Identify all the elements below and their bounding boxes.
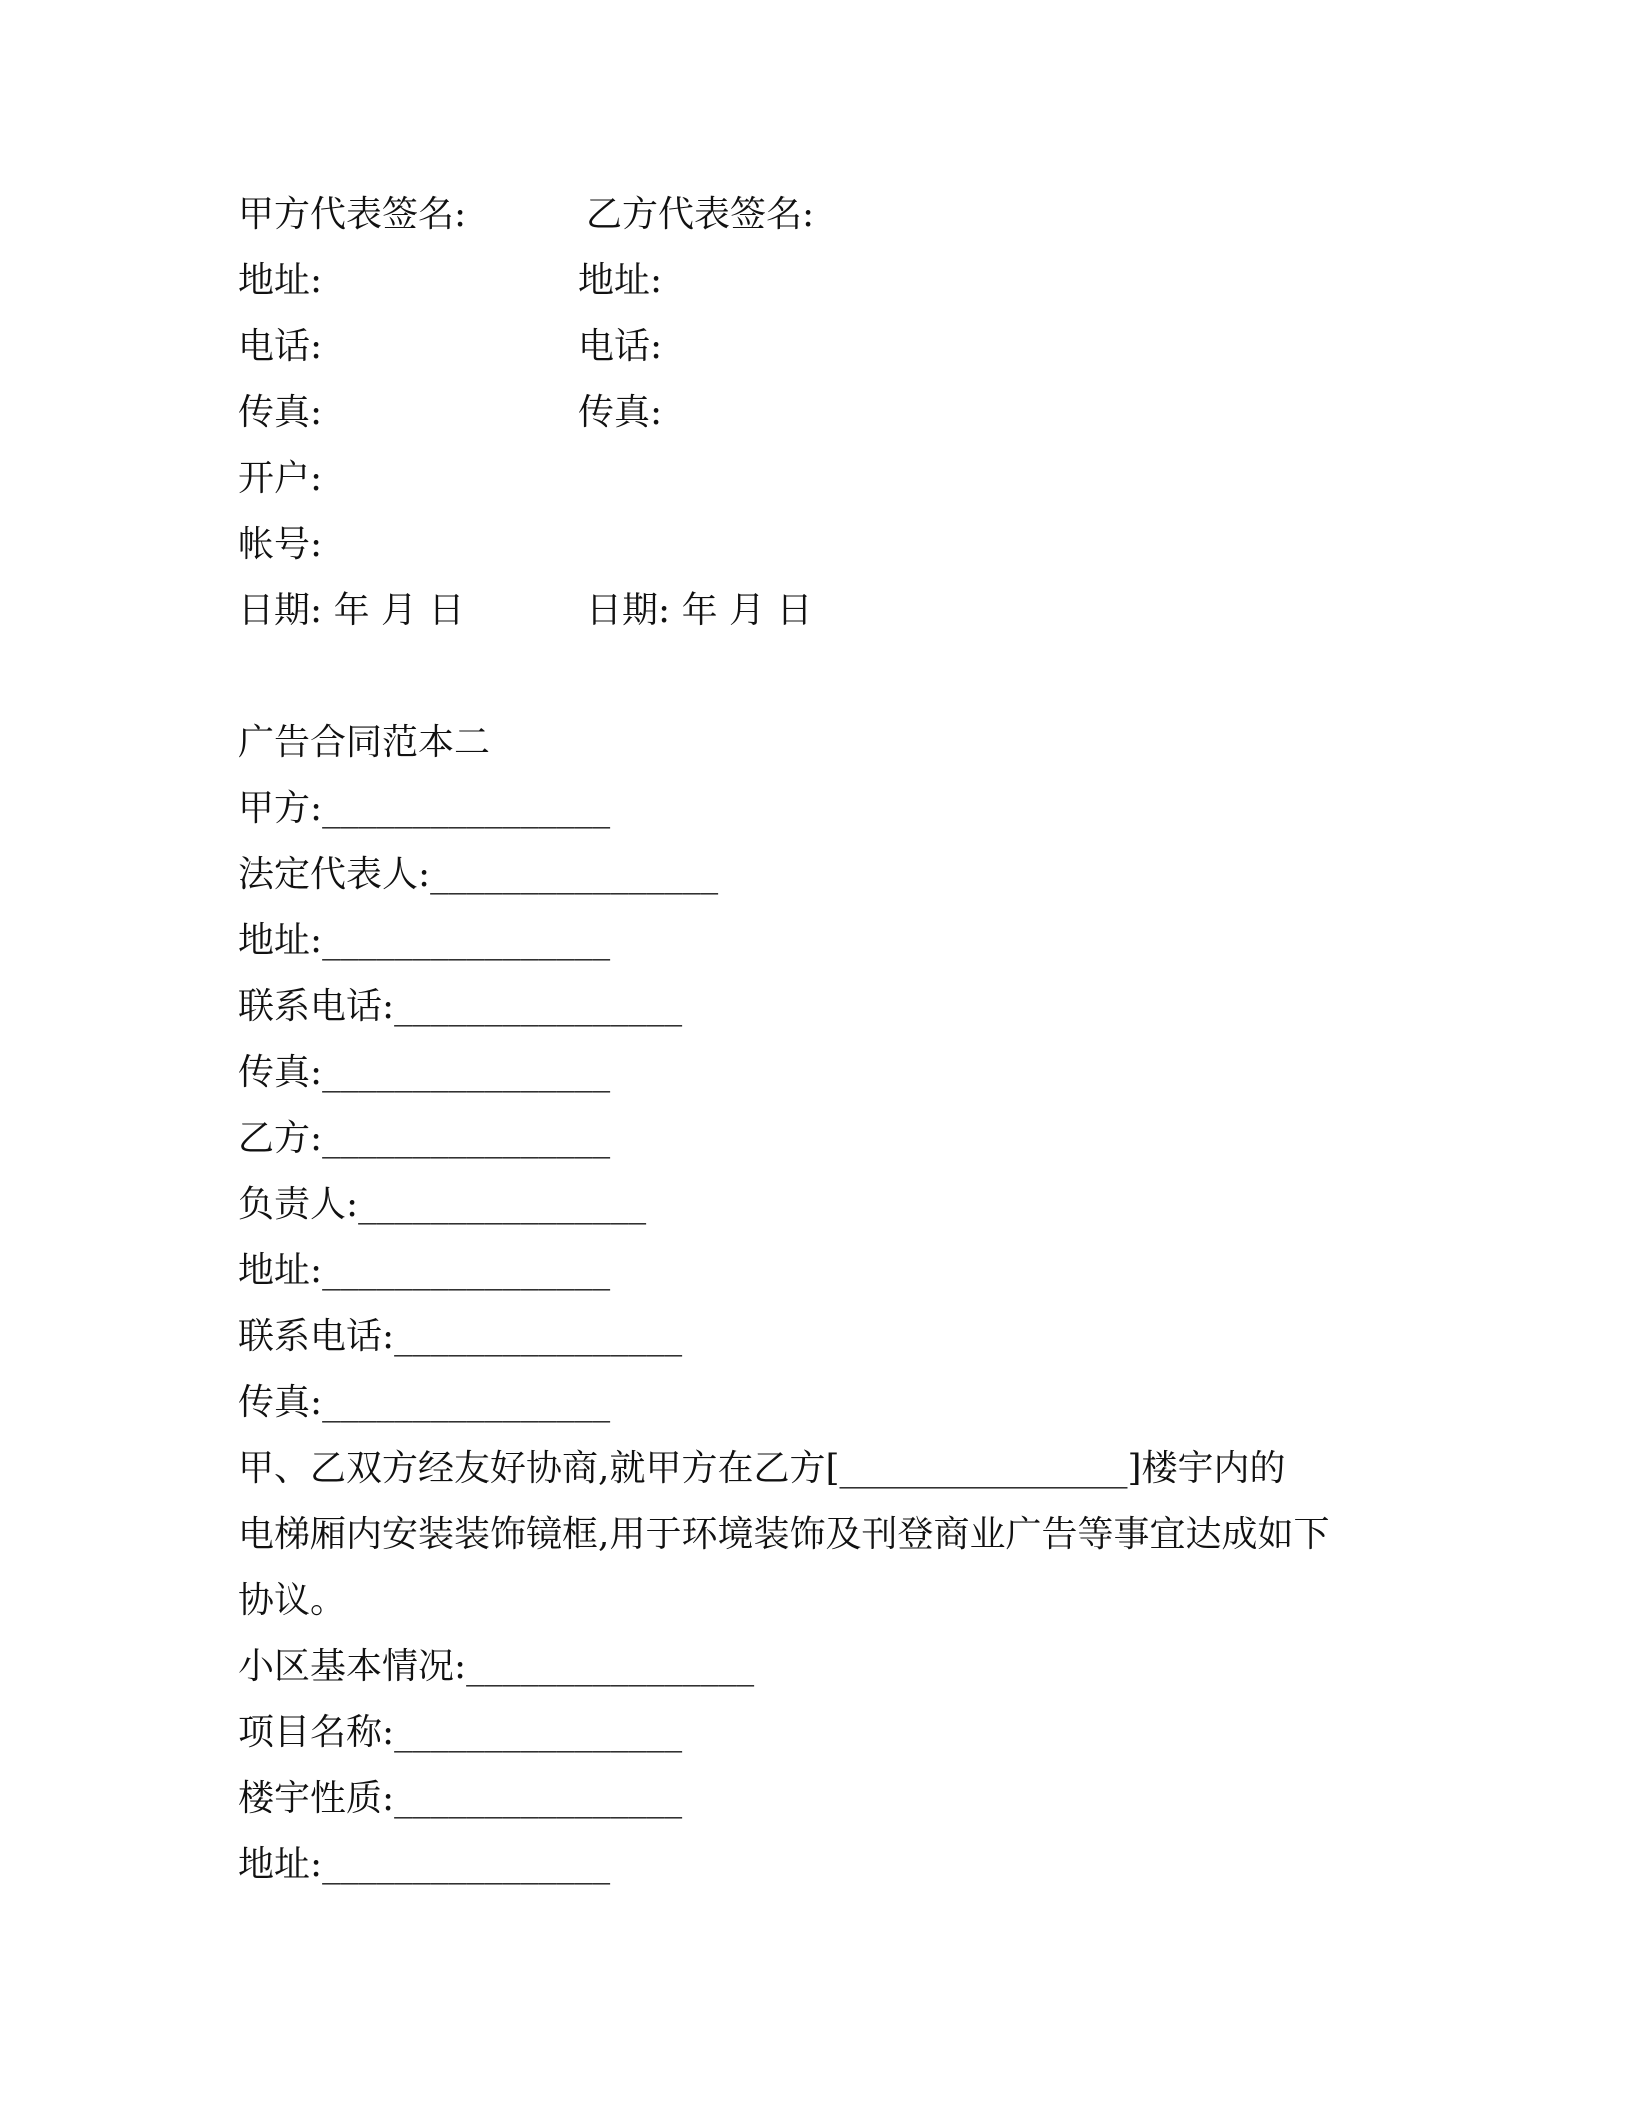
party-line: 传真:________________: [238, 1382, 611, 1423]
party-line: 联系电话:________________: [238, 986, 683, 1027]
phone-row: [238, 325, 663, 369]
info-line: 楼宇性质:________________: [238, 1778, 683, 1819]
date-left: 日期: 年 月 日: [238, 590, 465, 631]
party-line: 传真:________________: [238, 1052, 611, 1093]
party-line: 甲方:________________: [238, 788, 611, 829]
bank-left: 开户:: [238, 458, 323, 499]
phone-right: 电话:: [578, 326, 663, 367]
fax-right: 传真:: [578, 392, 663, 433]
date-row: [238, 589, 813, 633]
party-line: 联系电话:________________: [238, 1316, 683, 1357]
agreement-line: 电梯厢内安装装饰镜框,用于环境装饰及刊登商业广告等事宜达成如下: [238, 1514, 1330, 1555]
account-left: 帐号:: [238, 524, 323, 565]
party-line: 负责人:________________: [238, 1184, 647, 1225]
bank-row: [238, 457, 322, 501]
info-line: 项目名称:________________: [238, 1712, 683, 1753]
agreement-line: 甲、乙双方经友好协商,就甲方在乙方[________________]楼宇内的: [238, 1448, 1286, 1489]
address-right: 地址:: [578, 260, 663, 301]
signature-right: 乙方代表签名:: [586, 194, 815, 235]
address-row: [238, 259, 663, 303]
agreement-line: 协议。: [238, 1580, 347, 1621]
fax-row: [238, 391, 663, 435]
info-line: 地址:________________: [238, 1844, 611, 1885]
party-line: 地址:________________: [238, 1250, 611, 1291]
party-line: 乙方:________________: [238, 1118, 611, 1159]
party-line: 法定代表人:________________: [238, 854, 719, 895]
info-line: 小区基本情况:________________: [238, 1646, 755, 1687]
address-left: 地址:: [238, 260, 323, 301]
fax-left: 传真:: [238, 392, 323, 433]
signature-left: 甲方代表签名:: [238, 194, 467, 235]
phone-left: 电话:: [238, 326, 323, 367]
signature-row: [238, 193, 815, 237]
section-title: 广告合同范本二: [238, 722, 491, 763]
party-line: 地址:________________: [238, 920, 611, 961]
account-row: [238, 523, 322, 567]
date-right: 日期: 年 月 日: [586, 590, 813, 631]
